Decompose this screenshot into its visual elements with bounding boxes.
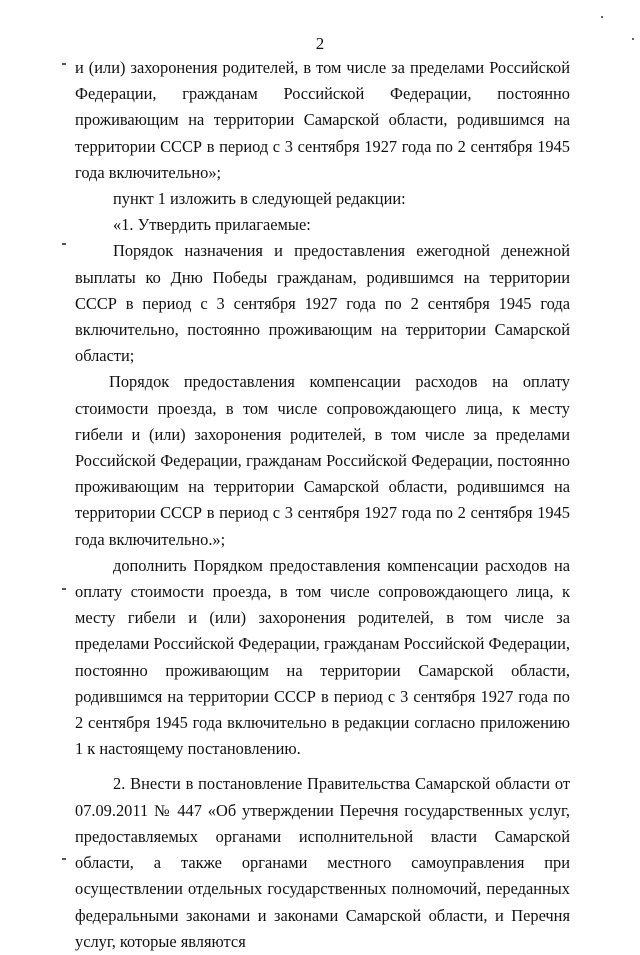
page-number: 2 xyxy=(315,34,325,53)
paragraph-continuation: и (или) захоронения родителей, в том числе за пределами Российской Федерации, гражданам Российской Федерации, постоянно проживающим на территории Самарской области, родившимся на территории СССР в период с 3 сентября 1927 года по 2 сентября 1945 года включительно»; xyxy=(75,58,570,182)
paragraph-order-payment: Порядок назначения и предоставления ежегодной денежной выплаты ко Дню Победы гражданам, родившимся на территории СССР в период с 3 сентября 1927 года по 2 сентября 1945 года включительно, постоянно проживающим на территории Самарской области; xyxy=(75,241,570,366)
scan-mark xyxy=(62,243,66,245)
paragraph-order-compensation: Порядок предоставления компенсации расходов на оплату стоимости проезда, в том числе сопровождающего лица, к месту гибели и (или) захоронения родителей, в том числе за пределами Российской Федерации, гражданам Российской Федерации, постоянно проживающим на территории Самарской области, родившимся на территории СССР в период с 3 сентября 1927 года по 2 сентября 1945 года включительно.»; xyxy=(75,372,570,549)
scan-dot xyxy=(601,16,603,18)
scan-mark xyxy=(62,588,66,590)
document-body xyxy=(75,55,570,955)
paragraph-amend-point: пункт 1 изложить в следующей редакции: xyxy=(113,189,406,209)
paragraph-approve: «1. Утвердить прилагаемые: xyxy=(113,215,311,235)
scan-mark xyxy=(62,858,66,860)
paragraph-supplement: дополнить Порядком предоставления компенсации расходов на оплату стоимости проезда, в том числе сопровождающего лица, к месту гибели и (или) захоронения родителей, в том числе за пределами Российской Федерации, гражданам Российской Федерации, постоянно проживающим на территории Самарской области, родившимся на территории СССР в период с 3 сентября 1927 года по 2 сентября 1945 года включительно в редакции согласно приложению 1 к настоящему постановлению. xyxy=(75,555,570,759)
scan-dot xyxy=(632,38,634,40)
paragraph-item-2: 2. Внести в постановление Правительства Самарской области от 07.09.2011 № 447 «Об утверждении Перечня государственных услуг, предоставляемых органами исполнительной власти Самарской области, а также органами местного самоуправления при осуществлении отдельных государственных полномочий, переданных федеральными законами и законами Самарской области, и Перечня услуг, которые являются xyxy=(75,774,570,951)
scan-mark xyxy=(62,63,66,65)
